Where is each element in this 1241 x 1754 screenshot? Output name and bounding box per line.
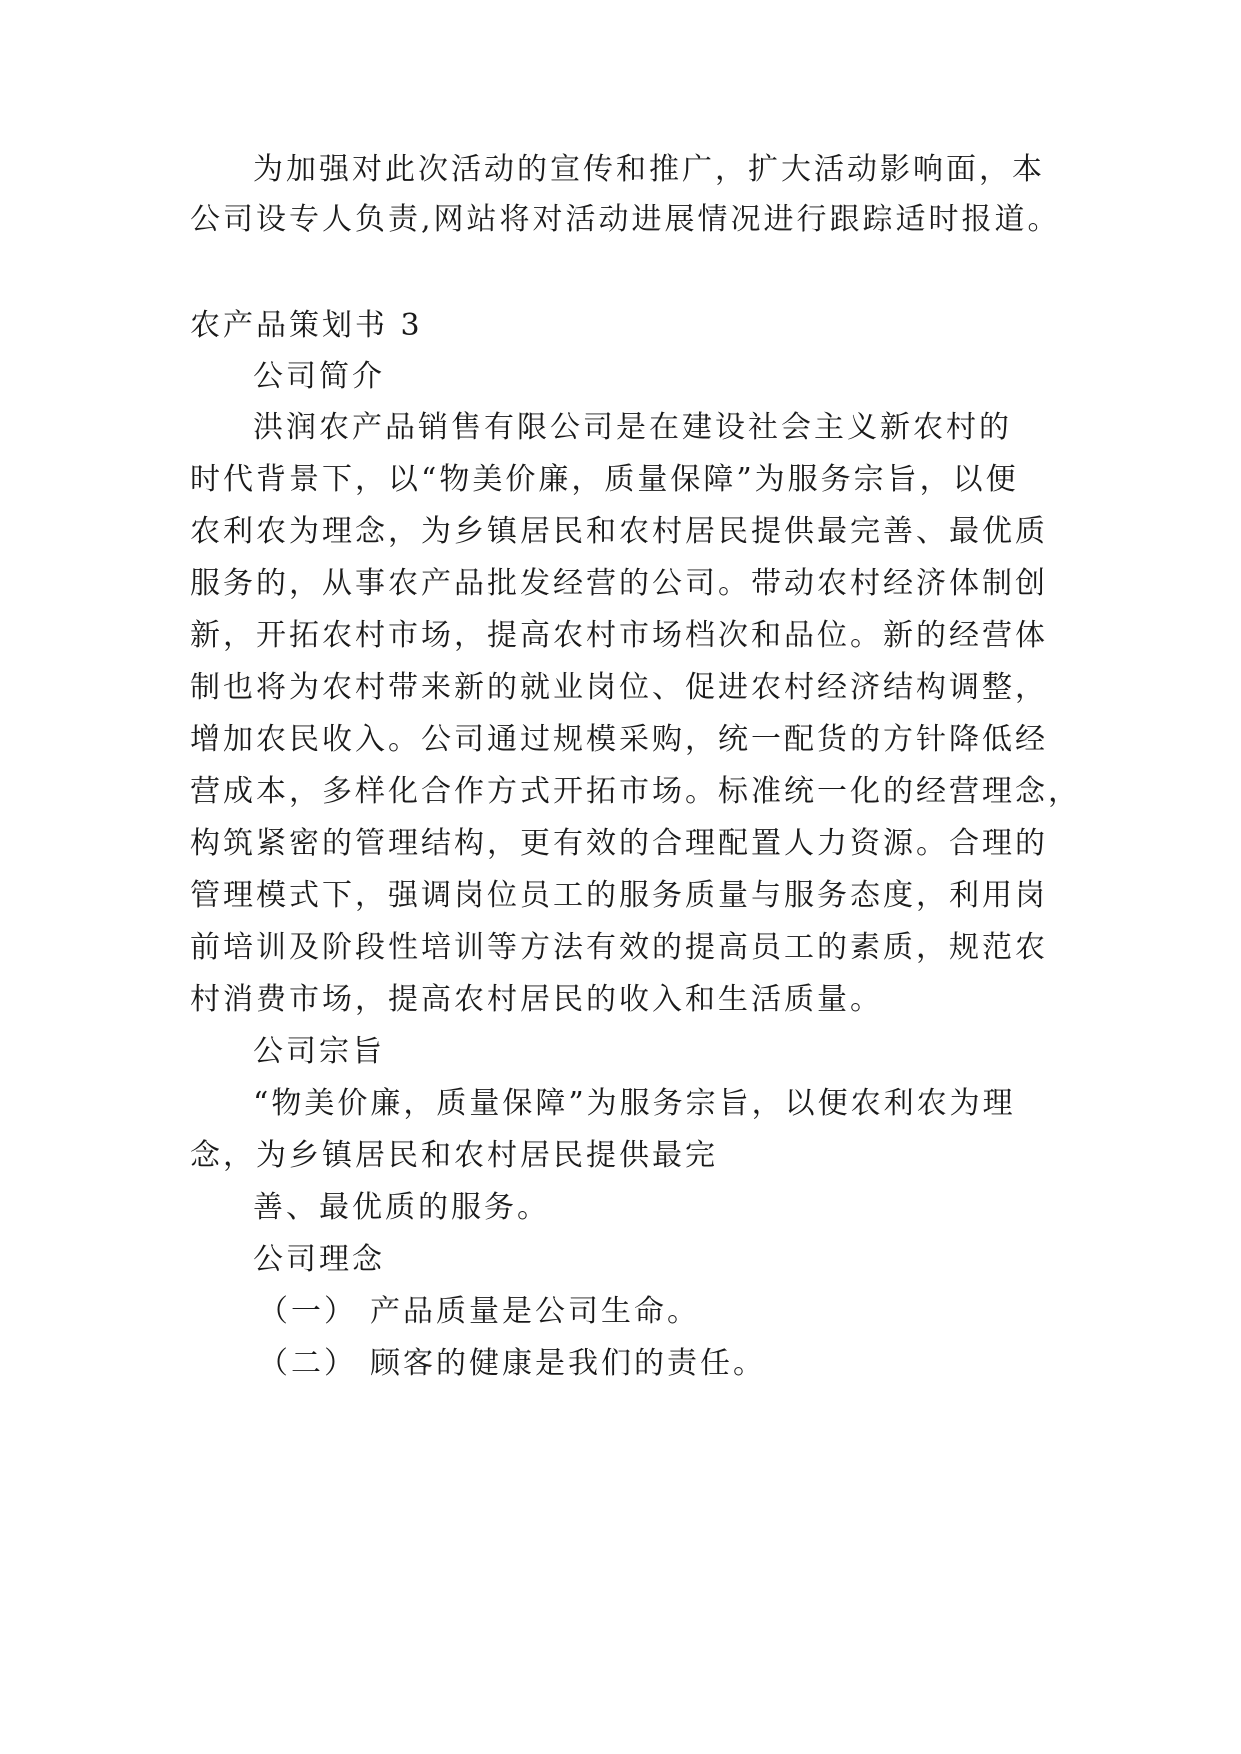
paragraph-line: 时代背景下，以“物美价廉，质量保障”为服务宗旨，以便	[190, 462, 1019, 497]
list-item-marker: （一）	[258, 1294, 357, 1329]
paragraph-line: 管理模式下，强调岗位员工的服务质量与服务态度，利用岗	[190, 878, 1048, 913]
list-item-text: 顾客的健康是我们的责任。	[370, 1346, 766, 1381]
paragraph-line: 洪润农产品销售有限公司是在建设社会主义新农村的	[253, 410, 1012, 445]
paragraph-line: 念，为乡镇居民和农村居民提供最完	[190, 1138, 718, 1173]
company-philosophy-heading: 公司理念	[253, 1242, 385, 1277]
section-title: 农产品策划书 3	[190, 308, 423, 343]
paragraph-line: 村消费市场，提高农村居民的收入和生活质量。	[190, 982, 883, 1017]
paragraph-line: “物美价廉，质量保障”为服务宗旨，以便农利农为理	[253, 1086, 1016, 1121]
paragraph-line: 善、最优质的服务。	[253, 1190, 550, 1225]
intro-line-1: 为加强对此次活动的宣传和推广，扩大活动影响面，本	[253, 152, 1045, 187]
paragraph-line: 农利农为理念，为乡镇居民和农村居民提供最完善、最优质	[190, 514, 1048, 549]
list-item-text: 产品质量是公司生命。	[370, 1294, 700, 1329]
paragraph-line: 增加农民收入。公司通过规模采购，统一配货的方针降低经	[190, 722, 1048, 757]
intro-line-2: 公司设专人负责,网站将对活动进展情况进行跟踪适时报道。	[190, 202, 1061, 237]
paragraph-line: 服务的，从事农产品批发经营的公司。带动农村经济体制创	[190, 566, 1048, 601]
company-intro-heading: 公司简介	[253, 359, 385, 394]
paragraph-line: 营成本，多样化合作方式开拓市场。标准统一化的经营理念，	[190, 774, 1081, 809]
paragraph-line: 构筑紧密的管理结构，更有效的合理配置人力资源。合理的	[190, 826, 1048, 861]
paragraph-line: 前培训及阶段性培训等方法有效的提高员工的素质，规范农	[190, 930, 1048, 965]
list-item-marker: （二）	[258, 1346, 357, 1381]
paragraph-line: 新，开拓农村市场，提高农村市场档次和品位。新的经营体	[190, 618, 1048, 653]
company-purpose-heading: 公司宗旨	[253, 1034, 385, 1069]
paragraph-line: 制也将为农村带来新的就业岗位、促进农村经济结构调整，	[190, 670, 1048, 705]
